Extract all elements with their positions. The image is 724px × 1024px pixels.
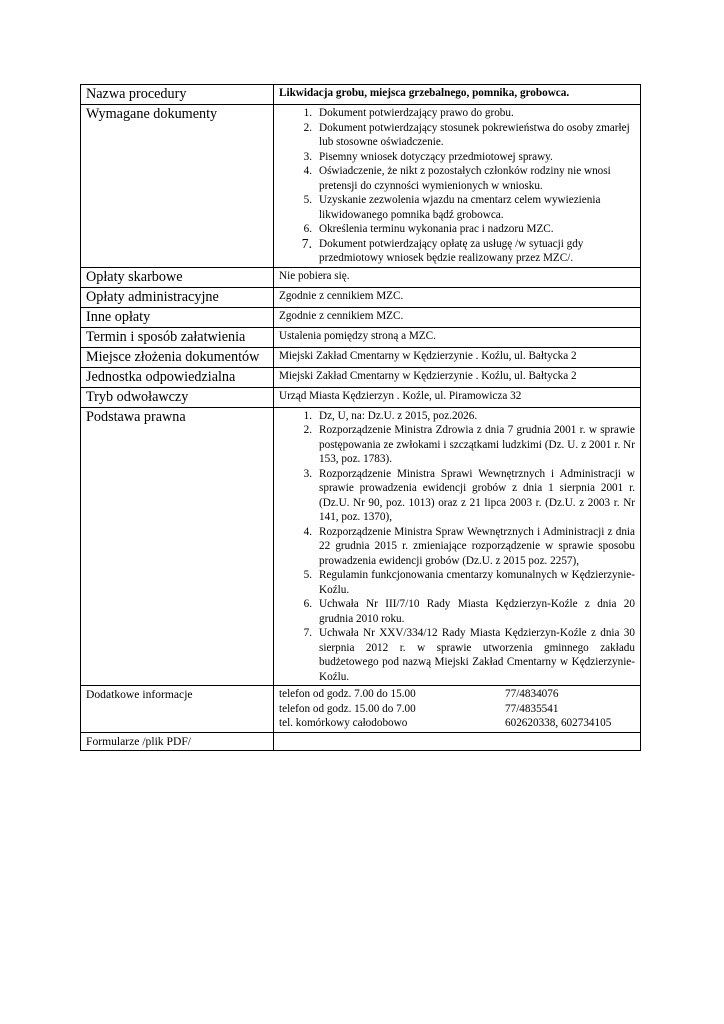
- row-label: Tryb odwoławczy: [81, 387, 274, 407]
- list-item: [279, 106, 635, 121]
- list-item: [279, 467, 635, 525]
- item-text: Oświadczenie, że nikt z pozostałych członków rodziny nie wnosi pretensji do czynności wymienionych w wniosku.: [319, 165, 611, 192]
- item-number: 1.: [303, 409, 312, 422]
- item-text: Rozporządzenie Ministra Sprawi Wewnętrznych i Administracji w sprawie prowadzenia ewidencji grobów z dnia 1 sierpnia 2001 r. (Dz.U. Nr 90, poz. 1013) oraz z 21 lipca 2003 r. (Dz.U. z 2003 r. Nr 141, poz. 1370),: [319, 467, 635, 523]
- table-row: [81, 347, 641, 367]
- item-number: 5.: [303, 194, 312, 206]
- row-label: Jednostka odpowiedzialna: [81, 367, 274, 387]
- table-row: [81, 387, 641, 407]
- list-item: [279, 525, 635, 569]
- row-label: Inne opłaty: [81, 307, 274, 327]
- legal-basis: [274, 407, 641, 686]
- item-text: Rozporządzenie Ministra Spraw Wewnętrznych i Administracji z dnia 22 grudnia 2015 r. zmieniające rozporządzenie w sprawie sposobu prowadzenia ewidencji grobów (Dz.U. z 2015 poz. 2257),: [319, 525, 635, 567]
- item-text: Uzyskanie zezwolenia wjazdu na cmentarz celem wywiezienia likwidowanego pomnika bądź grobowca.: [319, 194, 601, 221]
- row-label: Wymagane dokumenty: [81, 105, 274, 268]
- contact-line: [279, 687, 635, 702]
- item-text: Rozporządzenie Ministra Zdrowia z dnia 7 grudnia 2001 r. w sprawie postępowania ze zwłokami i szczątkami ludzkimi (Dz. U. z 2001 r. Nr 153, poz. 1783).: [319, 424, 635, 465]
- row-value: Urząd Miasta Kędzierzyn . Koźle, ul. Piramowicza 32: [274, 387, 641, 407]
- list-item: [279, 597, 635, 626]
- item-text: Uchwała Nr III/7/10 Rady Miasta Kędzierzyn-Koźle z dnia 20 grudnia 2010 roku.: [319, 598, 635, 625]
- table-row: [81, 327, 641, 347]
- item-number: 2.: [303, 121, 312, 134]
- table-row: [81, 267, 641, 287]
- row-label: Podstawa prawna: [81, 407, 274, 686]
- list-item: [279, 409, 635, 424]
- procedure-name: Likwidacja grobu, miejsca grzebalnego, pomnika, grobowca.: [274, 85, 641, 105]
- row-label: Miejsce złożenia dokumentów: [81, 347, 274, 367]
- list-item: [279, 193, 635, 222]
- item-number: 4.: [303, 525, 312, 538]
- item-text: Pisemny wniosek dotyczący przedmiotowej sprawy.: [319, 150, 553, 163]
- table-row: [81, 287, 641, 307]
- item-number: 5.: [303, 569, 312, 581]
- row-label: Dodatkowe informacje: [81, 686, 274, 733]
- row-label: Nazwa procedury: [81, 85, 274, 105]
- list-item: [279, 222, 635, 237]
- procedure-table: [80, 84, 641, 751]
- item-number: 6.: [303, 223, 312, 235]
- list-item: [279, 237, 635, 266]
- row-value: Miejski Zakład Cmentarny w Kędzierzynie . Koźlu, ul. Bałtycka 2: [274, 347, 641, 367]
- contact-desc: telefon od godz. 7.00 do 15.00: [279, 688, 416, 700]
- table-row: [81, 85, 641, 105]
- list-item: [279, 150, 635, 165]
- contact-line: [279, 716, 635, 731]
- table-row: [81, 367, 641, 387]
- item-text: Określenia terminu wykonania prac i nadzoru MZC.: [319, 223, 554, 235]
- contact-info: [274, 686, 641, 733]
- row-value: Miejski Zakład Cmentarny w Kędzierzynie . Koźlu, ul. Bałtycka 2: [274, 367, 641, 387]
- table-row: [81, 407, 641, 686]
- item-number: 3.: [303, 150, 312, 163]
- list-item: [279, 626, 635, 684]
- item-number: 4.: [303, 165, 312, 177]
- list-item: [279, 423, 635, 467]
- row-label: Termin i sposób załatwienia: [81, 327, 274, 347]
- list-item: [279, 568, 635, 597]
- item-number: 7.: [301, 235, 312, 251]
- item-text: Dz, U, na: Dz.U. z 2015, poz.2026.: [319, 409, 478, 422]
- item-number: 2.: [303, 424, 312, 436]
- contact-line: [279, 702, 635, 717]
- row-value: [274, 732, 641, 750]
- contact-phone: 77/4834076: [505, 688, 559, 700]
- item-text: Regulamin funkcjonowania cmentarzy komunalnych w Kędzierzynie-Koźlu.: [319, 569, 635, 596]
- item-text: Dokument potwierdzający prawo do grobu.: [319, 107, 514, 119]
- item-number: 1.: [303, 107, 312, 119]
- table-row: [81, 105, 641, 268]
- row-value: Zgodnie z cennikiem MZC.: [274, 287, 641, 307]
- item-text: Uchwała Nr XXV/334/12 Rady Miasta Kędzierzyn-Koźle z dnia 30 sierpnia 2012 r. w sprawie utworzenia gminnego zakładu budżetowego pod nazwą Miejski Zakład Cmentarny w Kędzierzynie-Koźlu.: [319, 627, 635, 683]
- row-label: Opłaty skarbowe: [81, 267, 274, 287]
- contact-phone: 602620338, 602734105: [505, 717, 612, 729]
- table-row: [81, 686, 641, 733]
- list-item: [279, 121, 635, 150]
- item-number: 6.: [303, 598, 312, 610]
- item-number: 7.: [303, 627, 312, 639]
- row-label: Formularze /plik PDF/: [81, 732, 274, 750]
- list-item: [279, 164, 635, 193]
- contact-desc: tel. komórkowy całodobowo: [279, 717, 408, 729]
- row-value: Nie pobiera się.: [274, 267, 641, 287]
- row-value: Zgodnie z cennikiem MZC.: [274, 307, 641, 327]
- item-text: Dokument potwierdzający opłatę za usługę /w sytuacji gdy przedmiotowy wniosek będzie realizowany przez MZC/.: [319, 237, 584, 264]
- item-text: Dokument potwierdzający stosunek pokrewieństwa do osoby zmarłej lub stosowne oświadczenie.: [319, 121, 630, 148]
- contact-phone: 77/4835541: [505, 702, 559, 715]
- table-row: [81, 732, 641, 750]
- row-label: Opłaty administracyjne: [81, 287, 274, 307]
- contact-desc: telefon od godz. 15.00 do 7.00: [279, 702, 416, 715]
- row-value: Ustalenia pomiędzy stroną a MZC.: [274, 327, 641, 347]
- required-documents: [274, 105, 641, 268]
- item-number: 3.: [303, 467, 312, 480]
- table-row: [81, 307, 641, 327]
